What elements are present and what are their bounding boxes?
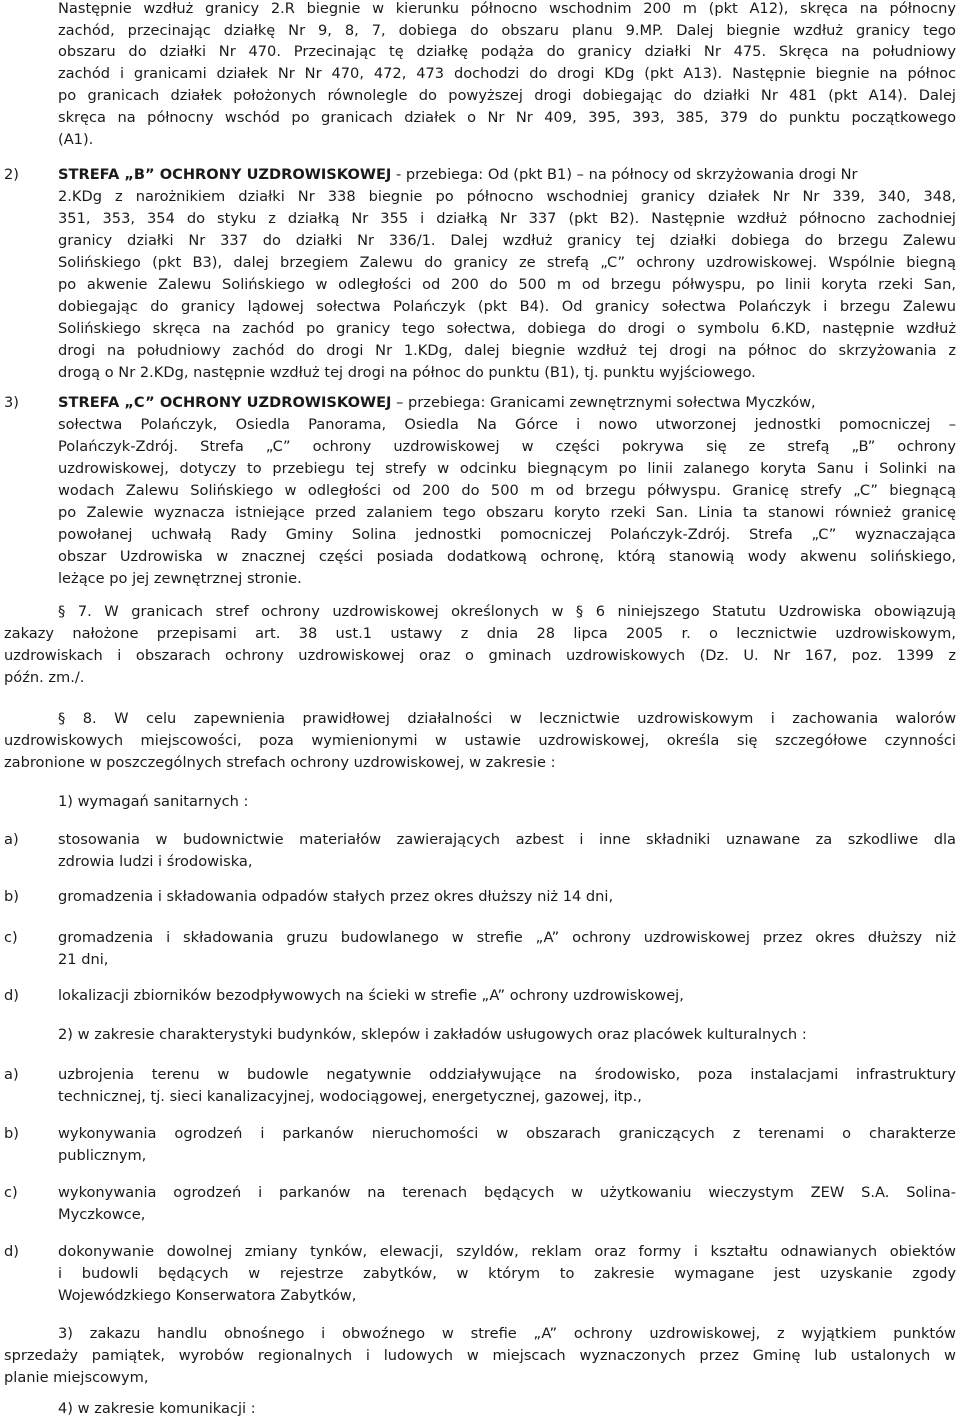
- list-item-label: c): [4, 929, 18, 946]
- text-line: Solińskiego skręca na zachód po granicy tego sołectwa, dobiega do drogi o symbolu 6.KD, następnie wzdłuż: [58, 320, 956, 337]
- list-item-label: c): [4, 1184, 18, 1201]
- list-item-label: b): [4, 1125, 19, 1142]
- zone-c-title: STREFA „C” OCHRONY UZDROWISKOWEJ: [58, 394, 392, 411]
- text-line: obszaru do działki Nr 470. Przecinając tę działkę podąża do granicy działki Nr 475. Skręca na południowy: [58, 43, 956, 60]
- text-line: gromadzenia i składowania odpadów stałych przez okres dłuższy niż 14 dni,: [58, 888, 614, 905]
- text-line: uzdrowiskach i obszarach ochrony uzdrowiskowej oraz o gminach uzdrowiskowych (Dz. U. Nr 167, poz. 1399 z: [4, 647, 956, 664]
- group-4-heading: 4) w zakresie komunikacji :: [58, 1400, 256, 1417]
- text-line: technicznej, tj. sieci kanalizacyjnej, wodociągowej, energetycznej, gazowej, itp.,: [58, 1088, 642, 1105]
- group-2-heading: 2) w zakresie charakterystyki budynków, sklepów i zakładów usługowych oraz placówek kulturalnych :: [58, 1026, 807, 1043]
- text-line: sprzedaży pamiątek, wyrobów regionalnych i ludowych w miejscach wyznaczonych przez Gminę lub ustalonych w: [4, 1347, 956, 1364]
- text-line: zdrowia ludzi i środowiska,: [58, 853, 253, 870]
- text-line: i budowli będących w rejestrze zabytków, w którym to zakresie wymagane jest uzyskanie zgody: [58, 1265, 956, 1282]
- text-line: granicy działki Nr 337 do działki Nr 336/1. Dalej wzdłuż granicy tej działki dobiega do brzegu Zalewu: [58, 232, 956, 249]
- text-line: (A1).: [58, 131, 94, 148]
- text-line: drogą o Nr 2.KDg, następnie wzdłuż tej drogi na północ do punktu (B1), tj. punktu wyjściowego.: [58, 364, 756, 381]
- text-line: § 8. W celu zapewnienia prawidłowej działalności w lecznictwie uzdrowiskowym i zachowania walorów: [58, 710, 956, 727]
- group-1-heading: 1) wymagań sanitarnych :: [58, 793, 249, 810]
- text-line: drogi na południowy zachód do drogi Nr 1.KDg, dalej biegnie wzdłuż tej drogi na północ do skrzyżowania z: [58, 342, 956, 359]
- zone-c-title-rest: – przebiega: Granicami zewnętrznymi sołectwa Myczków,: [391, 394, 816, 411]
- text-line: sołectwa Polańczyk, Osiedla Panorama, Osiedla Na Górce i nowo utworzonej jednostki pomocniczej –: [58, 416, 956, 433]
- text-line: Myczkowce,: [58, 1206, 146, 1223]
- text-line: dobiegając do granicy lądowej sołectwa Polańczyk (pkt B4). Od granicy sołectwa Polańczyk i brzegu Zalewu: [58, 298, 956, 315]
- text-line: po Zalewie wyznacza istniejące przed zalaniem tego obszaru koryto rzeki San. Linia ta stanowi również granicę: [58, 504, 956, 521]
- text-line: dokonywanie dowolnej zmiany tynków, elewacji, szyldów, reklam oraz formy i kształtu odnawianych obiektów: [58, 1243, 956, 1260]
- zone-b-title: STREFA „B” OCHRONY UZDROWISKOWEJ: [58, 166, 392, 183]
- text-line: zakazy nałożone przepisami art. 38 ust.1 ustawy z dnia 28 lipca 2005 r. o lecznictwie uzdrowiskowym,: [4, 625, 956, 642]
- text-line: skręca na północny wschód po granicach działek o Nr Nr 409, 395, 393, 385, 379 do punktu początkowego: [58, 109, 956, 126]
- text-line: 3) zakazu handlu obnośnego i obwoźnego w strefie „A” ochrony uzdrowiskowej, z wyjątkiem punktów: [58, 1325, 956, 1342]
- text-line: po granicach działek położonych równolegle do powyższej drogi dobiegając do działki Nr 481 (pkt A14). Dalej: [58, 87, 956, 104]
- text-line: wykonywania ogrodzeń i parkanów nieruchomości w obszarach graniczących z terenami o charakterze: [58, 1125, 956, 1142]
- text-line: Wojewódzkiego Konserwatora Zabytków,: [58, 1287, 357, 1304]
- list-item-label: d): [4, 987, 19, 1004]
- text-line: stosowania w budownictwie materiałów zawierających azbest i inne składniki uznawane za szkodliwe dla: [58, 831, 956, 848]
- text-line: Następnie wzdłuż granicy 2.R biegnie w kierunku północno wschodnim 200 m (pkt A12), skręca na północny: [58, 0, 956, 17]
- text-line: uzdrowiskowej, dotyczy to przebiegu tej strefy w odcinku biegnącym po linii zalanego koryta Sanu i Solinki na: [58, 460, 956, 477]
- text-line: zachód i granicami działek Nr Nr 470, 472, 473 dochodzi do drogi KDg (pkt A13). Następnie biegnie na północ: [58, 65, 956, 82]
- text-line: uzbrojenia terenu w budowle negatywnie oddziaływujące na środowisko, poza instalacjami infrastruktury: [58, 1066, 956, 1083]
- text-line: powołanej uchwałą Rady Gminy Solina jednostki pomocniczej Polańczyk-Zdrój. Strefa „C” wyznaczająca: [58, 526, 956, 543]
- text-line: publicznym,: [58, 1147, 147, 1164]
- list-number: 3): [4, 394, 19, 411]
- zone-b-title-rest: - przebiega: Od (pkt B1) – na północy od skrzyżowania drogi Nr: [391, 166, 858, 183]
- text-line: 21 dni,: [58, 951, 109, 968]
- list-item-label: a): [4, 1066, 19, 1083]
- text-line: leżące po jej zewnętrznej stronie.: [58, 570, 302, 587]
- zone-c-first-line: [58, 392, 956, 414]
- text-line: § 7. W granicach stref ochrony uzdrowiskowej określonych w § 6 niniejszego Statutu Uzdrowiska obowiązują: [58, 603, 956, 620]
- text-line: 351, 353, 354 do styku z działką Nr 355 i działką Nr 337 (pkt B2). Następnie wzdłuż północno zachodniej: [58, 210, 956, 227]
- text-line: gromadzenia i składowania gruzu budowlanego w strefie „A” ochrony uzdrowiskowej przez okres dłuższy niż: [58, 929, 956, 946]
- text-line: lokalizacji zbiorników bezodpływowych na ścieki w strefie „A” ochrony uzdrowiskowej,: [58, 987, 684, 1004]
- list-item-label: d): [4, 1243, 19, 1260]
- text-line: zabronione w poszczególnych strefach ochrony uzdrowiskowej, w zakresie :: [4, 754, 556, 771]
- text-line: późn. zm./.: [4, 669, 85, 686]
- text-line: planie miejscowym,: [4, 1369, 149, 1386]
- list-number: 2): [4, 166, 19, 183]
- text-line: obszar Uzdrowiska w znacznej części posiada dodatkową ochronę, którą stanowią wody akwenu solińskiego,: [58, 548, 956, 565]
- text-line: po akwenie Zalewu Solińskiego w odległości od 200 do 500 m od brzegu półwyspu, po linii koryta rzeki San,: [58, 276, 956, 293]
- text-line: 2.KDg z narożnikiem działki Nr 338 biegnie po północno wschodniej granicy działek Nr Nr 339, 340, 348,: [58, 188, 956, 205]
- text-line: Polańczyk-Zdrój. Strefa „C” ochrony uzdrowiskowej w części pokrywa się ze strefą „B” ochrony: [58, 438, 956, 455]
- zone-b-first-line: [58, 164, 956, 186]
- list-item-label: b): [4, 888, 19, 905]
- text-line: wodach Zalewu Solińskiego w odległości od 200 do 500 m od brzegu półwyspu. Granicę strefy „C” biegnącą: [58, 482, 956, 499]
- list-item-label: a): [4, 831, 19, 848]
- text-line: zachód, przecinając działkę Nr 9, 8, 7, dobiega do obszaru planu 9.MP. Dalej biegnie wzdłuż granicy tego: [58, 22, 956, 39]
- text-line: wykonywania ogrodzeń i parkanów na terenach będących w użytkowaniu wieczystym ZEW S.A. Solina-: [58, 1184, 956, 1201]
- text-line: Solińskiego (pkt B3), dalej brzegiem Zalewu do granicy ze strefą „C” ochrony uzdrowiskowej. Wspólnie biegną: [58, 254, 956, 271]
- text-line: uzdrowiskowych miejscowości, poza wymienionymi w ustawie uzdrowiskowej, określa się szczegółowe czynności: [4, 732, 956, 749]
